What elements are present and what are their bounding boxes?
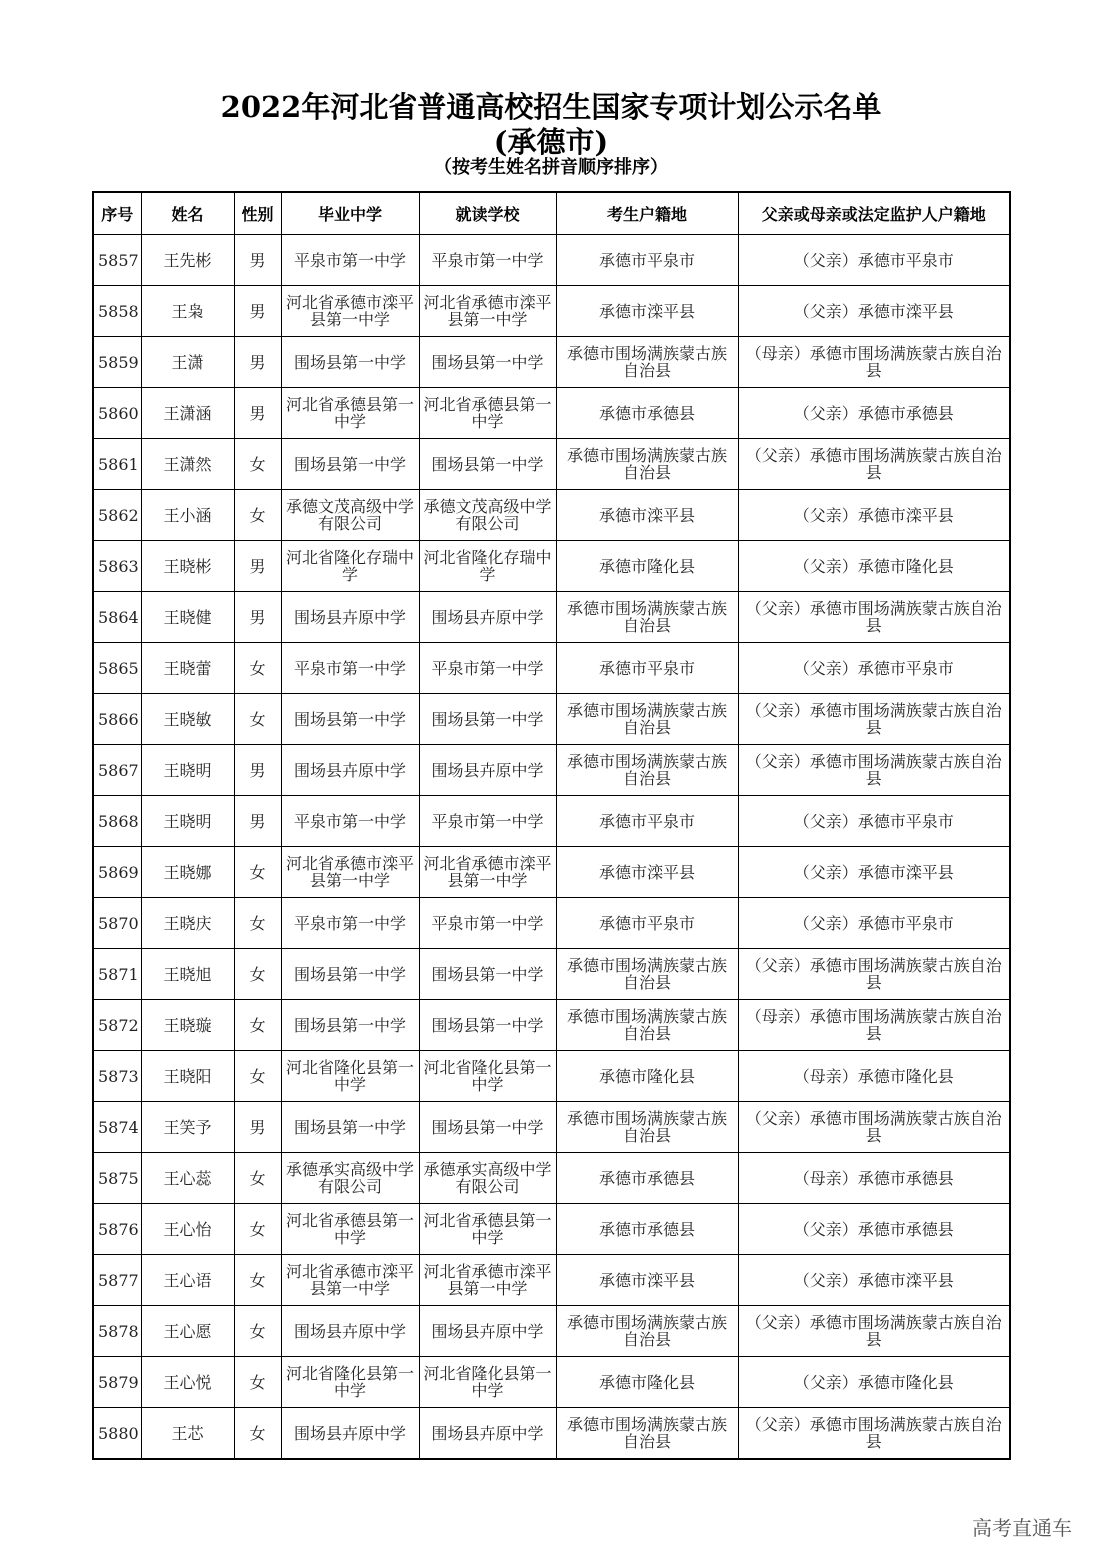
cell-seq: 5878 <box>93 1306 141 1357</box>
table-row <box>93 1204 1010 1255</box>
cell-gender: 女 <box>234 1306 281 1357</box>
cell-seq: 5860 <box>93 388 141 439</box>
cell-guardian-hukou: （母亲）承德市隆化县 <box>738 1051 1010 1102</box>
cell-guardian-hukou: （父亲）承德市承德县 <box>738 388 1010 439</box>
cell-guardian-hukou: （母亲）承德市围场满族蒙古族自治县 <box>738 1000 1010 1051</box>
cell-graduate-school: 围场县卉原中学 <box>281 1408 419 1460</box>
cell-current-school: 河北省承德市滦平县第一中学 <box>419 1255 556 1306</box>
cell-gender: 女 <box>234 1357 281 1408</box>
cell-graduate-school: 围场县第一中学 <box>281 337 419 388</box>
cell-seq: 5872 <box>93 1000 141 1051</box>
header-name: 姓名 <box>141 192 234 235</box>
header-gender: 性别 <box>234 192 281 235</box>
table-row <box>93 745 1010 796</box>
cell-gender: 男 <box>234 337 281 388</box>
cell-current-school: 围场县第一中学 <box>419 949 556 1000</box>
cell-name: 王晓彬 <box>141 541 234 592</box>
cell-student-hukou: 承德市平泉市 <box>556 643 738 694</box>
cell-current-school: 河北省承德县第一中学 <box>419 1204 556 1255</box>
cell-name: 王晓娜 <box>141 847 234 898</box>
cell-graduate-school: 围场县第一中学 <box>281 694 419 745</box>
cell-guardian-hukou: （父亲）承德市承德县 <box>738 1204 1010 1255</box>
table-row <box>93 1408 1010 1460</box>
cell-student-hukou: 承德市围场满族蒙古族自治县 <box>556 1000 738 1051</box>
cell-name: 王枭 <box>141 286 234 337</box>
cell-name: 王心语 <box>141 1255 234 1306</box>
cell-gender: 男 <box>234 388 281 439</box>
table-row <box>93 949 1010 1000</box>
cell-seq: 5864 <box>93 592 141 643</box>
table-header-row <box>93 192 1010 235</box>
cell-guardian-hukou: （父亲）承德市平泉市 <box>738 898 1010 949</box>
cell-gender: 女 <box>234 694 281 745</box>
table-row <box>93 898 1010 949</box>
cell-seq: 5858 <box>93 286 141 337</box>
cell-student-hukou: 承德市围场满族蒙古族自治县 <box>556 694 738 745</box>
cell-name: 王心怡 <box>141 1204 234 1255</box>
header-student-hukou: 考生户籍地 <box>556 192 738 235</box>
cell-guardian-hukou: （父亲）承德市隆化县 <box>738 541 1010 592</box>
cell-current-school: 承德承实高级中学有限公司 <box>419 1153 556 1204</box>
cell-name: 王潇然 <box>141 439 234 490</box>
cell-guardian-hukou: （母亲）承德市承德县 <box>738 1153 1010 1204</box>
cell-seq: 5857 <box>93 235 141 286</box>
cell-graduate-school: 围场县卉原中学 <box>281 1306 419 1357</box>
cell-name: 王晓庆 <box>141 898 234 949</box>
cell-graduate-school: 河北省隆化存瑞中学 <box>281 541 419 592</box>
cell-name: 王潇 <box>141 337 234 388</box>
cell-guardian-hukou: （父亲）承德市围场满族蒙古族自治县 <box>738 1408 1010 1460</box>
cell-student-hukou: 承德市滦平县 <box>556 1255 738 1306</box>
cell-guardian-hukou: （父亲）承德市围场满族蒙古族自治县 <box>738 1306 1010 1357</box>
cell-gender: 男 <box>234 745 281 796</box>
cell-seq: 5862 <box>93 490 141 541</box>
table-row <box>93 1153 1010 1204</box>
cell-current-school: 承德文茂高级中学有限公司 <box>419 490 556 541</box>
table-row <box>93 337 1010 388</box>
cell-current-school: 围场县第一中学 <box>419 337 556 388</box>
cell-current-school: 围场县第一中学 <box>419 694 556 745</box>
cell-gender: 女 <box>234 1408 281 1460</box>
table-row <box>93 643 1010 694</box>
cell-gender: 女 <box>234 1255 281 1306</box>
cell-graduate-school: 河北省承德县第一中学 <box>281 388 419 439</box>
cell-seq: 5867 <box>93 745 141 796</box>
cell-student-hukou: 承德市隆化县 <box>556 541 738 592</box>
cell-gender: 女 <box>234 898 281 949</box>
cell-student-hukou: 承德市围场满族蒙古族自治县 <box>556 745 738 796</box>
cell-seq: 5879 <box>93 1357 141 1408</box>
cell-graduate-school: 围场县第一中学 <box>281 439 419 490</box>
cell-graduate-school: 围场县卉原中学 <box>281 592 419 643</box>
cell-seq: 5873 <box>93 1051 141 1102</box>
cell-guardian-hukou: （父亲）承德市围场满族蒙古族自治县 <box>738 592 1010 643</box>
cell-current-school: 河北省隆化存瑞中学 <box>419 541 556 592</box>
cell-student-hukou: 承德市平泉市 <box>556 235 738 286</box>
cell-guardian-hukou: （父亲）承德市滦平县 <box>738 490 1010 541</box>
cell-current-school: 平泉市第一中学 <box>419 235 556 286</box>
cell-student-hukou: 承德市滦平县 <box>556 490 738 541</box>
cell-guardian-hukou: （父亲）承德市平泉市 <box>738 643 1010 694</box>
cell-guardian-hukou: （父亲）承德市滦平县 <box>738 286 1010 337</box>
cell-guardian-hukou: （父亲）承德市围场满族蒙古族自治县 <box>738 949 1010 1000</box>
cell-name: 王晓璇 <box>141 1000 234 1051</box>
cell-current-school: 河北省承德市滦平县第一中学 <box>419 847 556 898</box>
document-subtitle: （按考生姓名拼音顺序排序） <box>434 157 668 178</box>
cell-name: 王晓明 <box>141 796 234 847</box>
roster-table <box>92 191 1011 1460</box>
table-row <box>93 388 1010 439</box>
cell-name: 王心愿 <box>141 1306 234 1357</box>
cell-seq: 5880 <box>93 1408 141 1460</box>
cell-name: 王晓旭 <box>141 949 234 1000</box>
cell-name: 王晓蕾 <box>141 643 234 694</box>
cell-current-school: 围场县卉原中学 <box>419 745 556 796</box>
cell-current-school: 河北省承德县第一中学 <box>419 388 556 439</box>
cell-guardian-hukou: （父亲）承德市围场满族蒙古族自治县 <box>738 745 1010 796</box>
cell-current-school: 围场县卉原中学 <box>419 1408 556 1460</box>
cell-graduate-school: 河北省承德市滦平县第一中学 <box>281 286 419 337</box>
cell-student-hukou: 承德市承德县 <box>556 388 738 439</box>
table-row <box>93 439 1010 490</box>
cell-student-hukou: 承德市滦平县 <box>556 847 738 898</box>
cell-student-hukou: 承德市围场满族蒙古族自治县 <box>556 592 738 643</box>
table-row <box>93 1255 1010 1306</box>
cell-student-hukou: 承德市围场满族蒙古族自治县 <box>556 1102 738 1153</box>
cell-graduate-school: 围场县第一中学 <box>281 1102 419 1153</box>
cell-name: 王晓敏 <box>141 694 234 745</box>
cell-gender: 男 <box>234 1102 281 1153</box>
cell-current-school: 河北省隆化县第一中学 <box>419 1051 556 1102</box>
document-title: 2022年河北省普通高校招生国家专项计划公示名单 <box>220 90 882 124</box>
cell-graduate-school: 围场县第一中学 <box>281 1000 419 1051</box>
cell-current-school: 围场县卉原中学 <box>419 1306 556 1357</box>
cell-student-hukou: 承德市隆化县 <box>556 1051 738 1102</box>
cell-seq: 5865 <box>93 643 141 694</box>
cell-guardian-hukou: （父亲）承德市围场满族蒙古族自治县 <box>738 694 1010 745</box>
cell-student-hukou: 承德市围场满族蒙古族自治县 <box>556 1408 738 1460</box>
cell-student-hukou: 承德市承德县 <box>556 1153 738 1204</box>
cell-name: 王先彬 <box>141 235 234 286</box>
table-row <box>93 490 1010 541</box>
cell-graduate-school: 河北省承德市滦平县第一中学 <box>281 847 419 898</box>
cell-name: 王小涵 <box>141 490 234 541</box>
cell-gender: 男 <box>234 235 281 286</box>
header-current-school: 就读学校 <box>419 192 556 235</box>
cell-seq: 5859 <box>93 337 141 388</box>
table-row <box>93 1051 1010 1102</box>
cell-seq: 5876 <box>93 1204 141 1255</box>
cell-gender: 女 <box>234 1051 281 1102</box>
cell-student-hukou: 承德市平泉市 <box>556 796 738 847</box>
cell-name: 王潇涵 <box>141 388 234 439</box>
header-seq: 序号 <box>93 192 141 235</box>
header-graduate-school: 毕业中学 <box>281 192 419 235</box>
cell-graduate-school: 承德承实高级中学有限公司 <box>281 1153 419 1204</box>
cell-name: 王心蕊 <box>141 1153 234 1204</box>
cell-gender: 女 <box>234 1000 281 1051</box>
cell-graduate-school: 围场县第一中学 <box>281 949 419 1000</box>
cell-graduate-school: 河北省承德市滦平县第一中学 <box>281 1255 419 1306</box>
cell-seq: 5869 <box>93 847 141 898</box>
cell-name: 王晓阳 <box>141 1051 234 1102</box>
cell-guardian-hukou: （父亲）承德市围场满族蒙古族自治县 <box>738 1102 1010 1153</box>
cell-gender: 男 <box>234 541 281 592</box>
table-row <box>93 592 1010 643</box>
cell-graduate-school: 平泉市第一中学 <box>281 643 419 694</box>
cell-seq: 5861 <box>93 439 141 490</box>
cell-current-school: 围场县第一中学 <box>419 439 556 490</box>
cell-name: 王晓健 <box>141 592 234 643</box>
cell-seq: 5866 <box>93 694 141 745</box>
table-row <box>93 235 1010 286</box>
cell-gender: 男 <box>234 592 281 643</box>
cell-current-school: 河北省承德市滦平县第一中学 <box>419 286 556 337</box>
cell-seq: 5874 <box>93 1102 141 1153</box>
table-row <box>93 286 1010 337</box>
cell-guardian-hukou: （父亲）承德市滦平县 <box>738 1255 1010 1306</box>
cell-name: 王芯 <box>141 1408 234 1460</box>
cell-guardian-hukou: （父亲）承德市隆化县 <box>738 1357 1010 1408</box>
cell-student-hukou: 承德市围场满族蒙古族自治县 <box>556 1306 738 1357</box>
table-row <box>93 1000 1010 1051</box>
cell-student-hukou: 承德市隆化县 <box>556 1357 738 1408</box>
cell-student-hukou: 承德市承德县 <box>556 1204 738 1255</box>
cell-current-school: 围场县卉原中学 <box>419 592 556 643</box>
cell-current-school: 河北省隆化县第一中学 <box>419 1357 556 1408</box>
cell-graduate-school: 河北省隆化县第一中学 <box>281 1357 419 1408</box>
cell-current-school: 平泉市第一中学 <box>419 796 556 847</box>
cell-student-hukou: 承德市围场满族蒙古族自治县 <box>556 439 738 490</box>
cell-guardian-hukou: （父亲）承德市围场满族蒙古族自治县 <box>738 439 1010 490</box>
cell-guardian-hukou: （父亲）承德市滦平县 <box>738 847 1010 898</box>
cell-seq: 5870 <box>93 898 141 949</box>
watermark-text: 高考直通车 <box>972 1516 1072 1540</box>
cell-seq: 5868 <box>93 796 141 847</box>
cell-graduate-school: 平泉市第一中学 <box>281 235 419 286</box>
cell-gender: 男 <box>234 286 281 337</box>
header-guardian-hukou: 父亲或母亲或法定监护人户籍地 <box>738 192 1010 235</box>
table-row <box>93 1102 1010 1153</box>
document-city: (承德市) <box>493 125 609 159</box>
cell-current-school: 围场县第一中学 <box>419 1102 556 1153</box>
cell-student-hukou: 承德市平泉市 <box>556 898 738 949</box>
cell-guardian-hukou: （父亲）承德市平泉市 <box>738 235 1010 286</box>
table-row <box>93 796 1010 847</box>
cell-gender: 男 <box>234 796 281 847</box>
cell-student-hukou: 承德市围场满族蒙古族自治县 <box>556 949 738 1000</box>
table-row <box>93 847 1010 898</box>
cell-current-school: 平泉市第一中学 <box>419 898 556 949</box>
table-body <box>93 235 1010 1460</box>
cell-name: 王晓明 <box>141 745 234 796</box>
cell-seq: 5863 <box>93 541 141 592</box>
cell-guardian-hukou: （母亲）承德市围场满族蒙古族自治县 <box>738 337 1010 388</box>
cell-name: 王心悦 <box>141 1357 234 1408</box>
cell-seq: 5877 <box>93 1255 141 1306</box>
cell-student-hukou: 承德市滦平县 <box>556 286 738 337</box>
cell-gender: 女 <box>234 949 281 1000</box>
cell-current-school: 围场县第一中学 <box>419 1000 556 1051</box>
cell-name: 王笑予 <box>141 1102 234 1153</box>
cell-graduate-school: 平泉市第一中学 <box>281 898 419 949</box>
cell-graduate-school: 承德文茂高级中学有限公司 <box>281 490 419 541</box>
table-row <box>93 1306 1010 1357</box>
cell-graduate-school: 平泉市第一中学 <box>281 796 419 847</box>
cell-guardian-hukou: （父亲）承德市平泉市 <box>738 796 1010 847</box>
cell-gender: 女 <box>234 1204 281 1255</box>
cell-seq: 5875 <box>93 1153 141 1204</box>
table-row <box>93 1357 1010 1408</box>
cell-current-school: 平泉市第一中学 <box>419 643 556 694</box>
cell-gender: 女 <box>234 847 281 898</box>
cell-student-hukou: 承德市围场满族蒙古族自治县 <box>556 337 738 388</box>
cell-seq: 5871 <box>93 949 141 1000</box>
cell-gender: 女 <box>234 643 281 694</box>
cell-gender: 女 <box>234 439 281 490</box>
cell-gender: 女 <box>234 1153 281 1204</box>
cell-graduate-school: 河北省隆化县第一中学 <box>281 1051 419 1102</box>
table-row <box>93 541 1010 592</box>
cell-graduate-school: 围场县卉原中学 <box>281 745 419 796</box>
cell-gender: 女 <box>234 490 281 541</box>
cell-graduate-school: 河北省承德县第一中学 <box>281 1204 419 1255</box>
table-row <box>93 694 1010 745</box>
